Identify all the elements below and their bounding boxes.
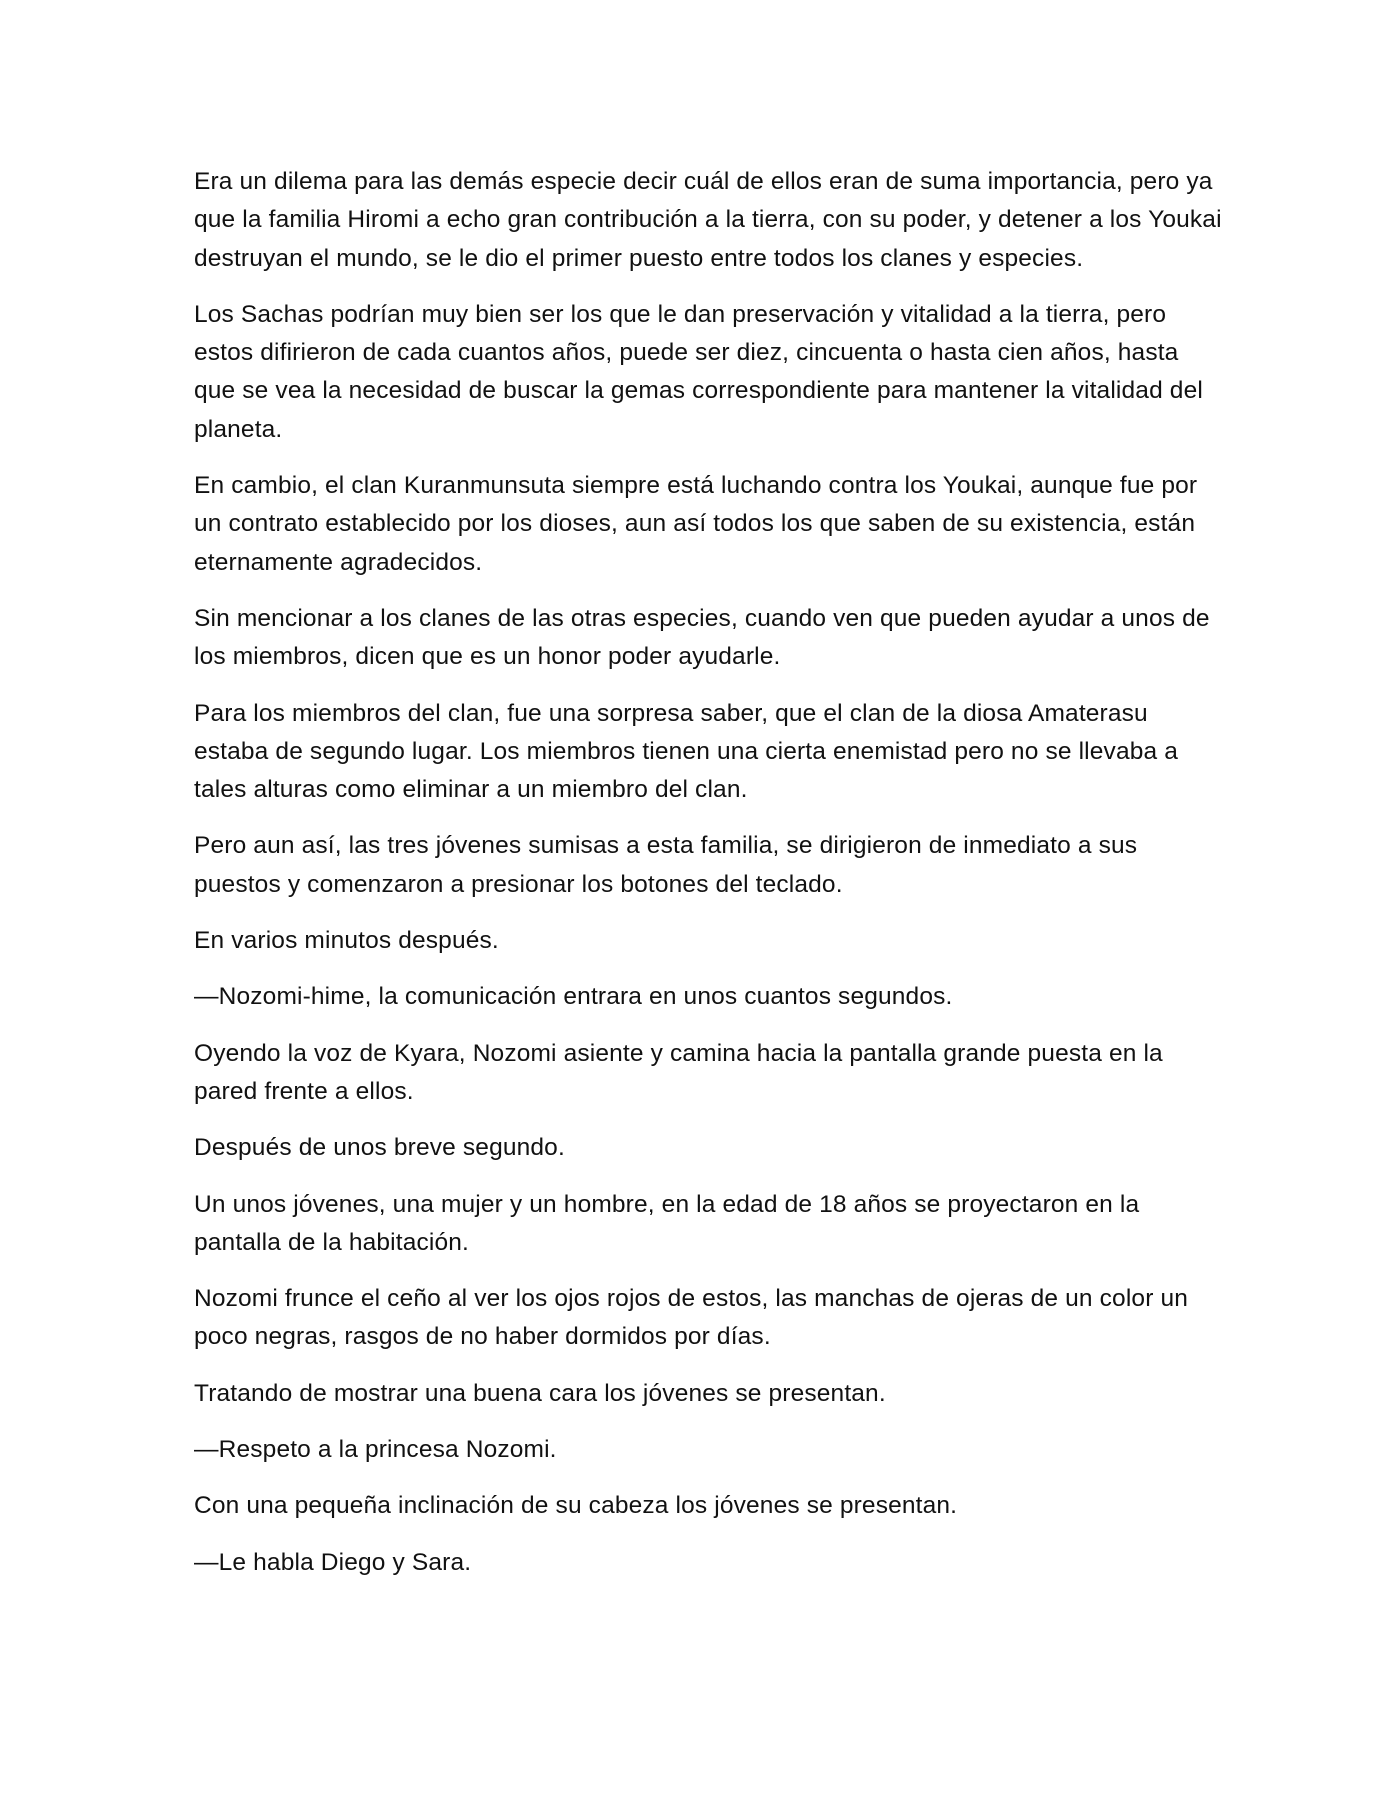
paragraph: Después de unos breve segundo. bbox=[194, 1134, 565, 1162]
paragraph: En varios minutos después. bbox=[194, 927, 499, 955]
paragraph: Oyendo la voz de Kyara, Nozomi asiente y camina hacia la pantalla grande puesta en la pared frente a ellos. bbox=[194, 1039, 1163, 1105]
paragraph: Tratando de mostrar una buena cara los jóvenes se presentan. bbox=[194, 1379, 886, 1407]
paragraph: Con una pequeña inclinación de su cabeza los jóvenes se presentan. bbox=[194, 1492, 958, 1520]
paragraph: Los Sachas podrían muy bien ser los que le dan preservación y vitalidad a la tierra, pero estos difirieron de cada cuantos años, puede ser diez, cincuenta o hasta cien años, hasta que se vea la necesidad de buscar la gemas correspondiente para mantener la vitalidad del planeta. bbox=[194, 300, 1203, 443]
paragraph: Un unos jóvenes, una mujer y un hombre, en la edad de 18 años se proyectaron en la pantalla de la habitación. bbox=[194, 1190, 1140, 1256]
dialogue-line: —Respeto a la princesa Nozomi. bbox=[194, 1436, 557, 1464]
paragraph: Para los miembros del clan, fue una sorpresa saber, que el clan de la diosa Amaterasu estaba de segundo lugar. Los miembros tienen una cierta enemistad pero no se llevaba a tales alturas como eliminar a un miembro del clan. bbox=[194, 699, 1178, 804]
document-body bbox=[194, 163, 1224, 1600]
dialogue-line: —Le habla Diego y Sara. bbox=[194, 1548, 472, 1576]
paragraph: En cambio, el clan Kuranmunsuta siempre está luchando contra los Youkai, aunque fue por un contrato establecido por los dioses, aun así todos los que saben de su existencia, están eternamente agradecidos. bbox=[194, 472, 1198, 576]
dialogue-line: —Nozomi-hime, la comunicación entrara en unos cuantos segundos. bbox=[194, 983, 953, 1011]
paragraph: Sin mencionar a los clanes de las otras especies, cuando ven que pueden ayudar a unos de los miembros, dicen que es un honor poder ayudarle. bbox=[194, 604, 1210, 671]
paragraph: Era un dilema para las demás especie decir cuál de ellos eran de suma importancia, pero ya que la familia Hiromi a echo gran contribución a la tierra, con su poder, y detener a los Youkai destruyan el mundo, se le dio el primer puesto entre todos los clanes y especies. bbox=[194, 168, 1222, 272]
paragraph: Pero aun así, las tres jóvenes sumisas a esta familia, se dirigieron de inmediato a sus puestos y comenzaron a presionar los botones del teclado. bbox=[194, 832, 1138, 898]
paragraph: Nozomi frunce el ceño al ver los ojos rojos de estos, las manchas de ojeras de un color un poco negras, rasgos de no haber dormidos por días. bbox=[194, 1285, 1189, 1351]
